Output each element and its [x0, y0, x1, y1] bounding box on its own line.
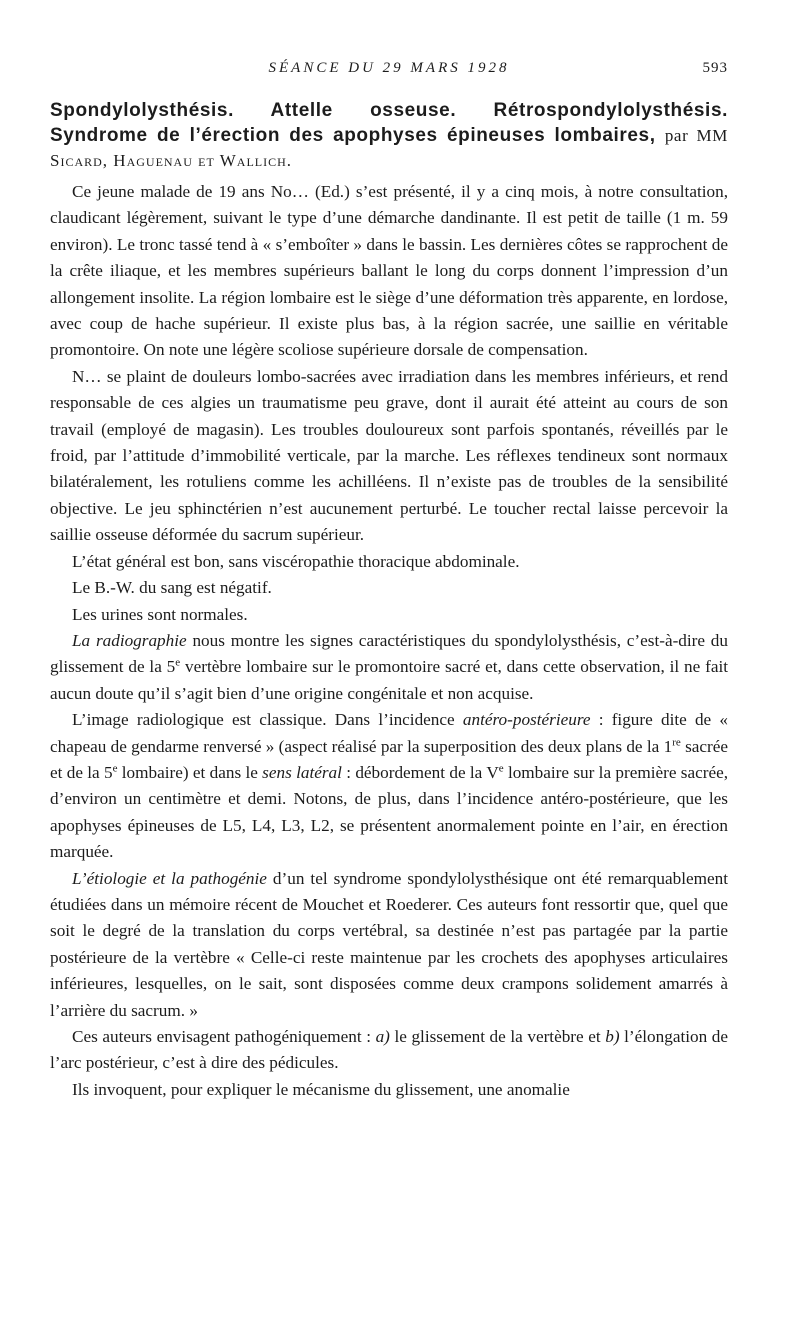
p6-text-b: vertèbre lombaire sur le promontoire sacré et, dans cette observation, il ne fait aucun doute qu’il s’agit bien d’une origine congénitale et non acquise.	[50, 657, 728, 703]
paragraph-10: Ils invoquent, pour expliquer le mécanisme du glissement, une anomalie	[72, 1079, 570, 1099]
running-title: SÉANCE DU 29 MARS 1928	[268, 60, 510, 76]
article-title	[50, 98, 728, 173]
p6-lead: La radiographie	[72, 630, 187, 650]
title-par: par MM	[664, 126, 728, 145]
running-head	[50, 60, 728, 84]
p6-sup: e	[175, 656, 181, 669]
p7-sup-3: e	[498, 762, 504, 775]
title-main: Spondylolysthésis. Attelle osseuse. Rétrospondylolysthésis. Syndrome de l’érection des apophyses épineuses lombaires,	[50, 100, 728, 146]
p7-text-e: : débordement de la V	[341, 762, 499, 782]
paragraph-1: Ce jeune malade de 19 ans No… (Ed.) s’est présenté, il y a cinq mois, à notre consultation, claudicant légèrement, suivant le type d’une démarche dandinante. Il est petit de taille (1 m. 59 environ). Le tronc tassé tend à « s’emboîter » dans le bassin. Les dernières côtes se rapprochent de la crête iliaque, et les membres supérieurs ballant le long du corps donnent l’impression d’un allongement insolite. La région lombaire est le siège d’une déformation très apparente, en lordose, avec coup de hache supérieur. Il existe plus bas, à la région sacrée, une saillie en véritable promontoire. On note une légère scoliose supérieure dorsale de compensation.	[50, 182, 728, 360]
p9-em-b: b)	[605, 1027, 620, 1046]
p7-em-anteroposterieure: antéro-postérieure	[462, 710, 591, 730]
paragraph-4: Le B.-W. du sang est négatif.	[72, 578, 272, 598]
p7-sup-1: re	[672, 735, 681, 748]
p7-text-c: sacrée et de la 5	[50, 736, 728, 782]
title-authors: Sicard, Haguenau et Wallich.	[50, 151, 293, 170]
p9-em-a: a)	[375, 1027, 390, 1046]
p7-sup-2: e	[112, 762, 118, 775]
paragraph-2: N… se plaint de douleurs lombo-sacrées avec irradiation dans les membres inférieurs, et rend responsable de ces algies un traumatisme peu grave, dont il aurait été atteint au cours de son travail (employé de magasin). Les troubles douloureux sont parfois spontanés, réveillés par le froid, par l’attitude d’immobilité verticale, par la marche. Les réflexes tendineux sont normaux bilatéralement, les rotuliens comme les achilléens. Il n’existe pas de troubles de la sensibilité objective. Le jeu sphinctérien n’est aucunement perturbé. Le toucher rectal laisse percevoir la saillie osseuse déformée du sacrum supérieur.	[50, 366, 728, 545]
p7-text-b: : figure dite de « chapeau de gendarme renversé » (aspect réalisé par la superposition des deux plans de la 1	[50, 710, 728, 756]
paragraph-5: Les urines sont normales.	[72, 604, 248, 624]
p7-em-sens-lateral: sens latéral	[262, 762, 342, 782]
paragraph-9	[50, 1024, 728, 1077]
p8-text: d’un tel syndrome spondylolysthésique ont été remarquablement étudiées dans un mémoire récent de Mouchet et Roederer. Ces auteurs font ressortir que, quel que soit le degré de la translation du corps vertébral, sa destinée n’est pas partagée par la partie postérieure de la vertèbre « Celle-ci reste maintenue par les crochets des apophyses articulaires inférieures, lesquelles, on le sait, sont disposées comme deux crampons solidement amarrés à l’arrière du sacrum. »	[50, 868, 728, 1020]
article-body	[50, 179, 728, 1103]
p9-text-a: Ces auteurs envisagent pathogéniquement :	[72, 1027, 376, 1046]
p7-text-f: lombaire sur la première sacrée, d’environ un centimètre et demi. Notons, de plus, dans l’incidence antéro-postérieure, que les apophyses épineuses de L5, L4, L3, L2, se présentent anormalement pointe en l’air, en érection marquée.	[50, 762, 728, 862]
p8-lead: L’étiologie et la pathogénie	[72, 868, 267, 888]
p7-text-d: lombaire) et dans le	[117, 762, 263, 782]
p6-text-a: nous montre les signes caractéristiques du spondylolysthésis, c’est-à-dire du glissement de la 5	[50, 630, 728, 677]
paragraph-3: L’état général est bon, sans viscéropathie thoracique abdominale.	[72, 551, 520, 571]
p9-text-c: l’élongation de l’arc postérieur, c’est à dire des pédicules.	[50, 1027, 728, 1073]
paragraph-6	[50, 628, 728, 707]
page-number: 593	[702, 60, 728, 76]
paragraph-7	[50, 707, 728, 865]
p9-text-b: le glissement de la vertèbre et	[389, 1027, 606, 1046]
p7-text-a: L’image radiologique est classique. Dans l’incidence	[72, 710, 463, 730]
paragraph-8	[50, 866, 728, 1024]
